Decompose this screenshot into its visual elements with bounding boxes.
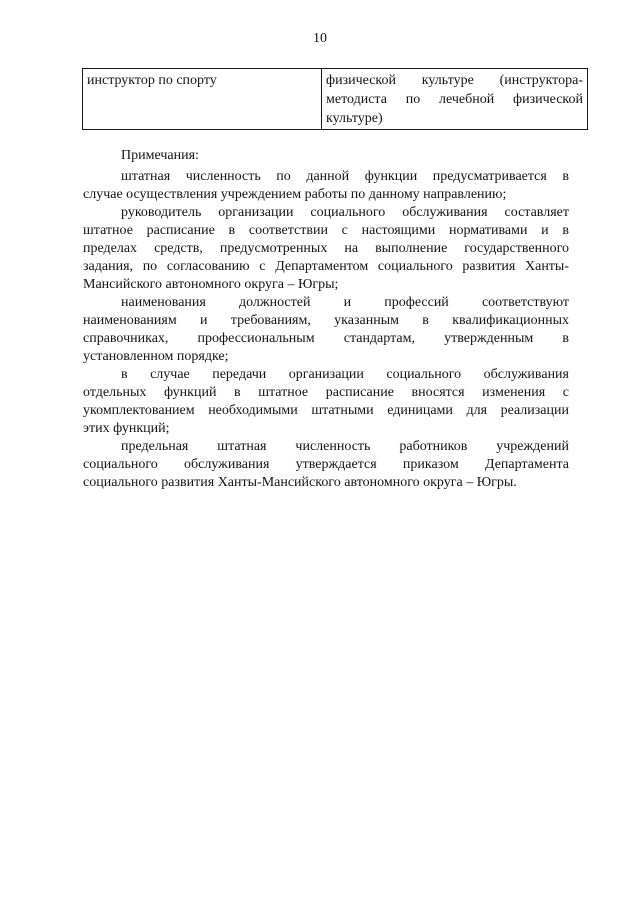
note-line: случае осуществления учреждением работы по данному направлению; bbox=[83, 187, 507, 202]
note-line: установленном порядке; bbox=[83, 349, 229, 364]
note-line: наименования должностей и профессий соответствуют bbox=[121, 295, 569, 310]
note-line: пределах средств, предусмотренных на выполнение государственного bbox=[83, 241, 569, 256]
note-line: штатная численность по данной функции предусматривается в bbox=[121, 169, 569, 184]
page-number: 10 bbox=[313, 31, 327, 46]
note-line: отдельных функций в штатное расписание вносятся изменения с bbox=[83, 385, 569, 400]
note-line: руководитель организации социального обслуживания составляет bbox=[121, 205, 569, 220]
note-paragraph bbox=[83, 204, 569, 294]
note-paragraph bbox=[83, 366, 569, 438]
note-line: социального обслуживания утверждается приказом Департамента bbox=[83, 457, 569, 472]
table-cell-line: методиста по лечебной физической bbox=[326, 92, 583, 107]
table-cell-line: физической культуре (инструктора- bbox=[326, 73, 583, 88]
note-line: наименованиям и требованиям, указанным в квалификационных bbox=[83, 313, 569, 328]
note-line: Мансийского автономного округа – Югры; bbox=[83, 277, 339, 292]
table-cell-description bbox=[322, 69, 588, 130]
note-paragraph bbox=[83, 168, 569, 204]
notes-heading: Примечания: bbox=[121, 148, 199, 163]
note-line: штатное расписание в соответствии с настоящими нормативами и в bbox=[83, 223, 569, 238]
note-paragraph bbox=[83, 294, 569, 366]
notes-section bbox=[83, 147, 569, 492]
note-paragraph bbox=[83, 438, 569, 492]
note-line: в случае передачи организации социального обслуживания bbox=[121, 367, 569, 382]
note-line: укомплектованием необходимыми штатными единицами для реализации bbox=[83, 403, 569, 418]
staff-table bbox=[82, 68, 588, 130]
note-line: справочниках, профессиональным стандартам, утвержденным в bbox=[83, 331, 569, 346]
table-cell-position: инструктор по спорту bbox=[83, 69, 322, 130]
table-row bbox=[83, 69, 588, 130]
note-line: этих функций; bbox=[83, 421, 170, 436]
note-line: социального развития Ханты-Мансийского автономного округа – Югры. bbox=[83, 475, 517, 490]
note-line: предельная штатная численность работников учреждений bbox=[121, 439, 569, 454]
note-line: задания, по согласованию с Департаментом социального развития Ханты- bbox=[83, 259, 569, 274]
table-cell-line: культуре) bbox=[326, 111, 383, 126]
